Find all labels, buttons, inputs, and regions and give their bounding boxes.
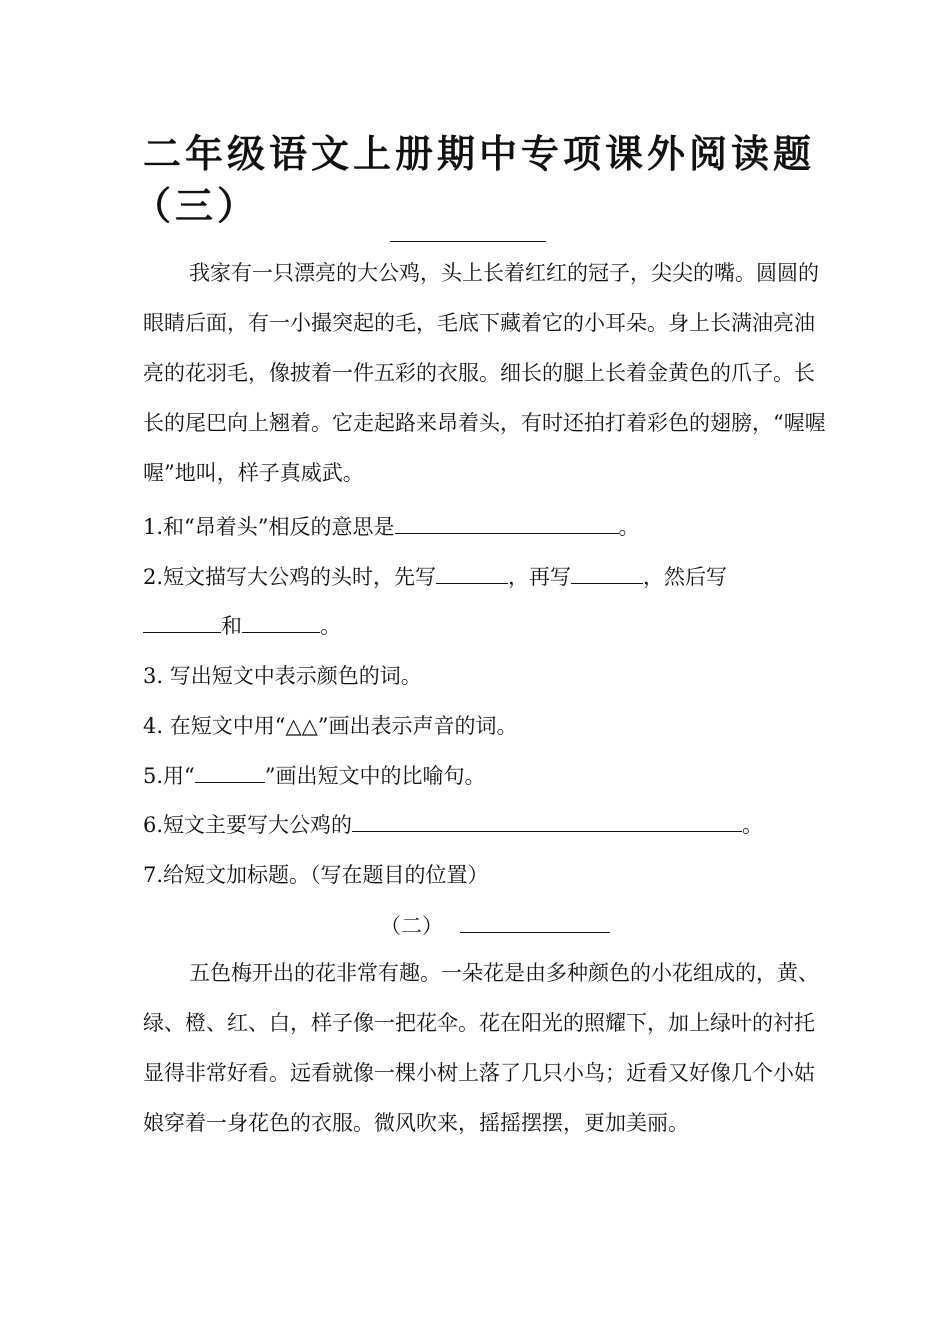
title-line-1: 二年级语文上册期中专项课外阅读题 — [143, 132, 816, 176]
passage-1: 我家有一只漂亮的大公鸡，头上长着红红的冠子，尖尖的嘴。圆圆的眼睛后面，有一小撮突起的毛，毛底下藏着它的小耳朵。身上长满油亮油亮的花羽毛，像披着一件五彩的衣服。细长的腿上长着金黄色的爪子。长长的尾巴向上翘着。它走起路来昂着头，有时还拍打着彩色的翅膀，“喔喔喔”地叫，样子真威武。 — [143, 261, 826, 485]
question-2-blank-1 — [436, 582, 508, 584]
question-5-text-a: 5.用“ — [143, 764, 195, 788]
question-2-line-1 — [143, 562, 727, 592]
question-7: 7.给短文加标题。（写在题目的位置） — [143, 863, 489, 887]
question-2-text-b: ，再写 — [508, 565, 572, 589]
title-answer-blank — [390, 241, 546, 242]
question-2-blank-4 — [242, 631, 320, 633]
question-5-blank — [195, 781, 265, 783]
question-2-text-a: 2.短文描写大公鸡的头时，先写 — [143, 565, 437, 589]
question-6 — [143, 810, 763, 840]
question-2-blank-3 — [143, 631, 221, 633]
question-2-text-d: 和 — [221, 614, 242, 638]
question-5-text-b: ”画出短文中的比喻句。 — [264, 764, 486, 788]
question-1-end: 。 — [618, 515, 640, 539]
question-1 — [143, 512, 640, 542]
question-1-blank — [395, 532, 619, 534]
question-5 — [143, 761, 486, 791]
question-1-text: 1.和“昂着头”相反的意思是 — [143, 515, 395, 539]
question-6-end: 。 — [742, 813, 764, 837]
question-2-blank-2 — [571, 582, 643, 584]
section-2-label: （二） — [380, 914, 443, 938]
question-2-text-c: ，然后写 — [643, 565, 728, 589]
question-4: 4. 在短文中用“△△”画出表示声音的词。 — [143, 714, 518, 738]
section-2-heading — [380, 910, 610, 940]
question-2-line-2 — [143, 611, 341, 641]
question-3: 3. 写出短文中表示颜色的词。 — [143, 664, 422, 688]
section-2-title-blank — [460, 931, 610, 933]
question-6-blank — [352, 830, 742, 832]
title-line-2: （三） — [133, 184, 260, 228]
question-6-text: 6.短文主要写大公鸡的 — [143, 813, 353, 837]
passage-2: 五色梅开出的花非常有趣。一朵花是由多种颜色的小花组成的，黄、绿、橙、红、白，样子像一把花伞。花在阳光的照耀下，加上绿叶的衬托显得非常好看。远看就像一棵小树上落了几只小鸟；近看又好像几个小姑娘穿着一身花色的衣服。微风吹来，摇摇摆摆，更加美丽。 — [143, 961, 819, 1135]
document-title — [133, 128, 843, 232]
question-2-text-e: 。 — [320, 614, 341, 638]
